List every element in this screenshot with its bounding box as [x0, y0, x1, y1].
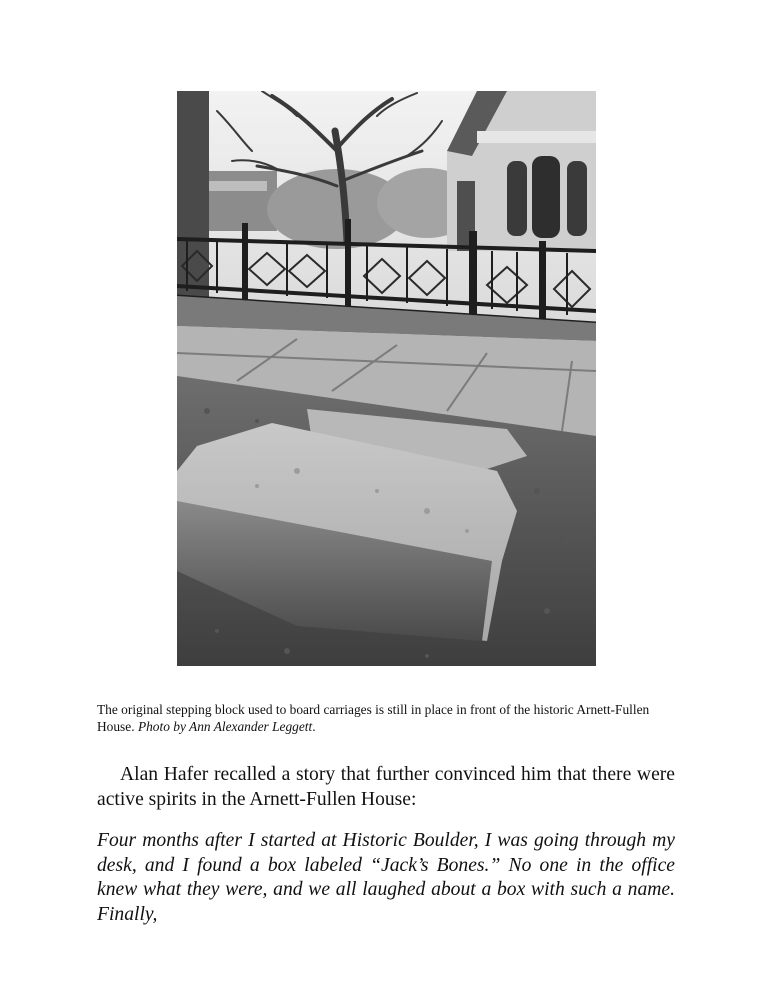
figure-caption [97, 701, 677, 735]
caption-end: . [312, 719, 316, 734]
quote-paragraph [97, 829, 675, 927]
quote-paragraph-text: Four months after I started at Historic Boulder, I was going through my desk, and I found a box labeled “Jack’s Bones.” No one in the office knew what they were, and we all laughed about a box with such a name. Finally, [97, 830, 675, 925]
body-paragraph-text: Alan Hafer recalled a story that further convinced him that there were active spirits in the Arnett-Fullen House: [97, 764, 675, 810]
caption-text: The original stepping block used to board carriages is still in place in front of the historic Arnett-Fullen House. [97, 702, 650, 734]
stepping-block-photo [177, 91, 596, 666]
body-paragraph [97, 763, 675, 812]
caption-credit: Photo by Ann Alexander Leggett [137, 719, 313, 734]
